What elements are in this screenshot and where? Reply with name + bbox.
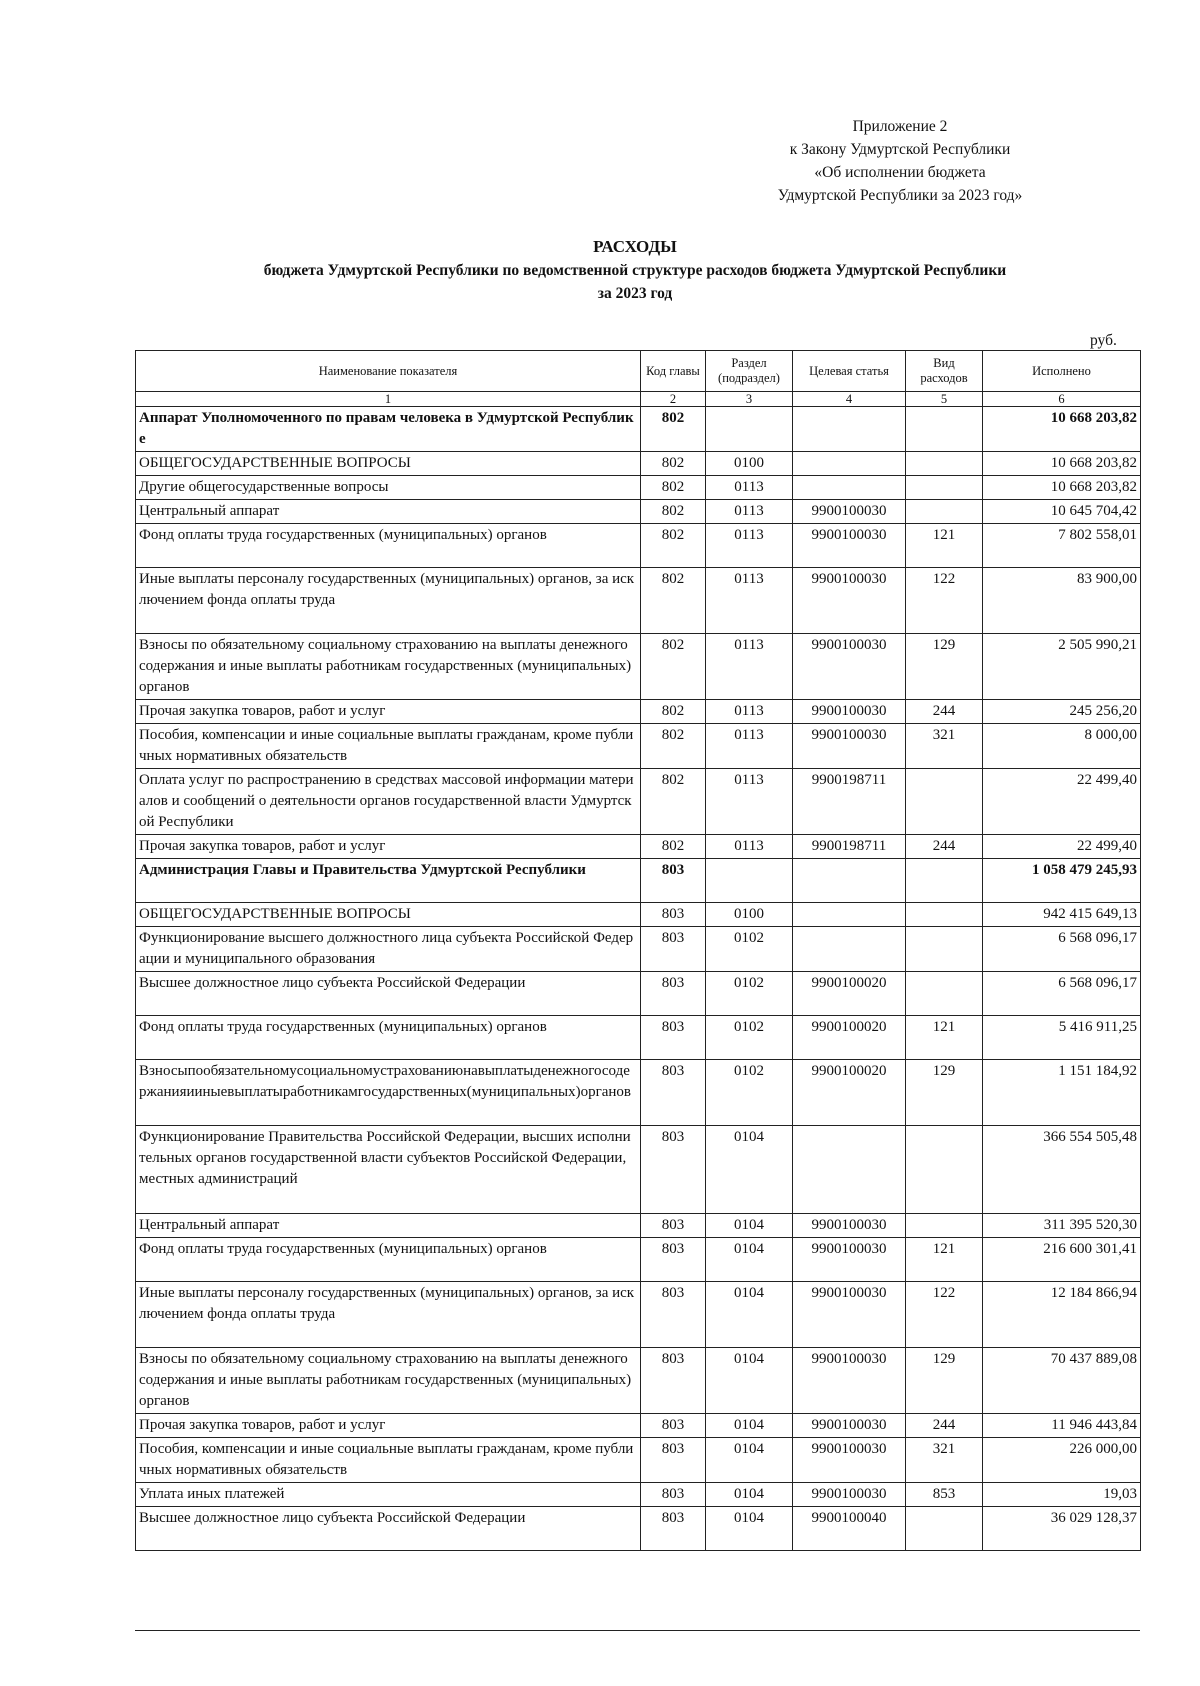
- code-cell: 802: [641, 835, 706, 859]
- table-row: [136, 700, 1141, 724]
- type-cell: [906, 769, 983, 835]
- target-cell: 9900100030: [793, 524, 906, 568]
- section-cell: 0104: [706, 1507, 793, 1551]
- type-cell: 244: [906, 700, 983, 724]
- section-cell: 0104: [706, 1483, 793, 1507]
- code-cell: 803: [641, 1238, 706, 1282]
- amount-cell: 1 058 479 245,93: [983, 859, 1141, 903]
- table-row: [136, 476, 1141, 500]
- type-cell: 129: [906, 634, 983, 700]
- target-cell: [793, 903, 906, 927]
- name-cell: Фонд оплаты труда государственных (муниципальных) органов: [136, 524, 641, 568]
- name-cell: Другие общегосударственные вопросы: [136, 476, 641, 500]
- amount-cell: 1 151 184,92: [983, 1060, 1141, 1126]
- name-cell: Фонд оплаты труда государственных (муниципальных) органов: [136, 1016, 641, 1060]
- code-cell: 803: [641, 1483, 706, 1507]
- name-cell: Пособия, компенсации и иные социальные выплаты гражданам, кроме публичных нормативных обязательств: [136, 724, 641, 769]
- table-row: [136, 972, 1141, 1016]
- amount-cell: 2 505 990,21: [983, 634, 1141, 700]
- section-cell: 0104: [706, 1214, 793, 1238]
- section-cell: 0113: [706, 476, 793, 500]
- amount-cell: 10 668 203,82: [983, 452, 1141, 476]
- type-cell: [906, 476, 983, 500]
- amount-cell: 942 415 649,13: [983, 903, 1141, 927]
- section-cell: 0102: [706, 972, 793, 1016]
- code-cell: 803: [641, 1214, 706, 1238]
- amount-cell: 12 184 866,94: [983, 1282, 1141, 1348]
- name-cell: Высшее должностное лицо субъекта Российской Федерации: [136, 972, 641, 1016]
- table-row: [136, 835, 1141, 859]
- header-cell: Наименование показателя: [136, 351, 641, 392]
- table-row: [136, 634, 1141, 700]
- amount-cell: 10 668 203,82: [983, 407, 1141, 452]
- table-row: [136, 1016, 1141, 1060]
- name-cell: Иные выплаты персоналу государственных (муниципальных) органов, за исключением фонда оплаты труда: [136, 1282, 641, 1348]
- target-cell: 9900198711: [793, 835, 906, 859]
- section-cell: 0104: [706, 1414, 793, 1438]
- type-cell: [906, 1214, 983, 1238]
- amount-cell: 226 000,00: [983, 1438, 1141, 1483]
- code-cell: 803: [641, 1507, 706, 1551]
- section-cell: 0100: [706, 452, 793, 476]
- amount-cell: 311 395 520,30: [983, 1214, 1141, 1238]
- appendix-block: [700, 115, 1100, 207]
- table-row: [136, 769, 1141, 835]
- table-row: [136, 1214, 1141, 1238]
- table-row: [136, 1414, 1141, 1438]
- target-cell: 9900100030: [793, 724, 906, 769]
- column-number-row: [136, 392, 1141, 407]
- table-row: [136, 927, 1141, 972]
- target-cell: [793, 407, 906, 452]
- amount-cell: 10 645 704,42: [983, 500, 1141, 524]
- appendix-line: Удмуртской Республики за 2023 год»: [777, 187, 1023, 204]
- name-cell: ОБЩЕГОСУДАРСТВЕННЫЕ ВОПРОСЫ: [136, 903, 641, 927]
- amount-cell: 366 554 505,48: [983, 1126, 1141, 1214]
- type-cell: [906, 407, 983, 452]
- table-row: [136, 407, 1141, 452]
- name-cell: Функционирование Правительства Российской Федерации, высших исполнительных органов государственной власти субъектов Российской Федерации, местных администраций: [136, 1126, 641, 1214]
- appendix-line: «Об исполнении бюджета: [814, 164, 986, 181]
- code-cell: 803: [641, 1348, 706, 1414]
- section-cell: 0113: [706, 524, 793, 568]
- section-cell: 0113: [706, 634, 793, 700]
- section-cell: 0104: [706, 1126, 793, 1214]
- section-cell: 0113: [706, 835, 793, 859]
- amount-cell: 7 802 558,01: [983, 524, 1141, 568]
- code-cell: 802: [641, 724, 706, 769]
- code-cell: 803: [641, 859, 706, 903]
- type-cell: 121: [906, 1238, 983, 1282]
- amount-cell: 36 029 128,37: [983, 1507, 1141, 1551]
- amount-cell: 5 416 911,25: [983, 1016, 1141, 1060]
- code-cell: 803: [641, 1414, 706, 1438]
- column-number: 3: [706, 392, 793, 407]
- title-year: за 2023 год: [597, 285, 673, 302]
- target-cell: [793, 1126, 906, 1214]
- header-cell: Целевая статья: [793, 351, 906, 392]
- name-cell: Уплата иных платежей: [136, 1483, 641, 1507]
- header-row: [136, 351, 1141, 392]
- name-cell: Взносыпообязательномусоциальномустрахованиюнавыплатыденежногосодержанияииныевыплатыработникамгосударственных(муниципальных)органов: [136, 1060, 641, 1126]
- target-cell: 9900100030: [793, 1483, 906, 1507]
- table-row: [136, 1060, 1141, 1126]
- code-cell: 802: [641, 407, 706, 452]
- target-cell: 9900100020: [793, 1016, 906, 1060]
- type-cell: [906, 500, 983, 524]
- target-cell: [793, 476, 906, 500]
- type-cell: [906, 972, 983, 1016]
- type-cell: [906, 903, 983, 927]
- section-cell: 0100: [706, 903, 793, 927]
- code-cell: 803: [641, 972, 706, 1016]
- table-row: [136, 568, 1141, 634]
- type-cell: [906, 1507, 983, 1551]
- code-cell: 802: [641, 524, 706, 568]
- type-cell: 121: [906, 524, 983, 568]
- type-cell: 853: [906, 1483, 983, 1507]
- section-cell: 0102: [706, 927, 793, 972]
- target-cell: 9900100040: [793, 1507, 906, 1551]
- column-number: 1: [136, 392, 641, 407]
- section-cell: [706, 407, 793, 452]
- type-cell: 121: [906, 1016, 983, 1060]
- name-cell: Прочая закупка товаров, работ и услуг: [136, 835, 641, 859]
- name-cell: Взносы по обязательному социальному страхованию на выплаты денежного содержания и иные выплаты работникам государственных (муниципальных) органов: [136, 634, 641, 700]
- amount-cell: 22 499,40: [983, 769, 1141, 835]
- currency-unit: руб.: [1090, 332, 1117, 349]
- amount-cell: 6 568 096,17: [983, 972, 1141, 1016]
- section-cell: 0113: [706, 700, 793, 724]
- target-cell: 9900198711: [793, 769, 906, 835]
- code-cell: 803: [641, 1016, 706, 1060]
- column-number: 5: [906, 392, 983, 407]
- target-cell: 9900100030: [793, 700, 906, 724]
- target-cell: [793, 859, 906, 903]
- target-cell: 9900100030: [793, 1214, 906, 1238]
- table-row: [136, 1238, 1141, 1282]
- title-main: РАСХОДЫ: [593, 237, 677, 256]
- table-row: [136, 452, 1141, 476]
- code-cell: 802: [641, 634, 706, 700]
- name-cell: Аппарат Уполномоченного по правам человека в Удмуртской Республике: [136, 407, 641, 452]
- code-cell: 802: [641, 568, 706, 634]
- amount-cell: 83 900,00: [983, 568, 1141, 634]
- amount-cell: 70 437 889,08: [983, 1348, 1141, 1414]
- code-cell: 802: [641, 476, 706, 500]
- table-row: [136, 1348, 1141, 1414]
- type-cell: 122: [906, 568, 983, 634]
- section-cell: 0113: [706, 568, 793, 634]
- table-row: [136, 903, 1141, 927]
- section-cell: 0113: [706, 724, 793, 769]
- table-row: [136, 724, 1141, 769]
- name-cell: Пособия, компенсации и иные социальные выплаты гражданам, кроме публичных нормативных обязательств: [136, 1438, 641, 1483]
- code-cell: 803: [641, 1282, 706, 1348]
- amount-cell: 10 668 203,82: [983, 476, 1141, 500]
- table-row: [136, 859, 1141, 903]
- target-cell: 9900100020: [793, 972, 906, 1016]
- target-cell: 9900100030: [793, 1282, 906, 1348]
- type-cell: 244: [906, 835, 983, 859]
- section-cell: 0104: [706, 1238, 793, 1282]
- appendix-line: Приложение 2: [852, 118, 948, 135]
- type-cell: [906, 927, 983, 972]
- type-cell: 129: [906, 1348, 983, 1414]
- target-cell: 9900100030: [793, 1438, 906, 1483]
- amount-cell: 22 499,40: [983, 835, 1141, 859]
- section-cell: 0104: [706, 1282, 793, 1348]
- document-title: [120, 235, 1150, 305]
- name-cell: Взносы по обязательному социальному страхованию на выплаты денежного содержания и иные выплаты работникам государственных (муниципальных) органов: [136, 1348, 641, 1414]
- code-cell: 803: [641, 1438, 706, 1483]
- target-cell: 9900100030: [793, 568, 906, 634]
- code-cell: 803: [641, 903, 706, 927]
- name-cell: Администрация Главы и Правительства Удмуртской Республики: [136, 859, 641, 903]
- amount-cell: 6 568 096,17: [983, 927, 1141, 972]
- target-cell: 9900100030: [793, 634, 906, 700]
- type-cell: [906, 1126, 983, 1214]
- table-row: [136, 1483, 1141, 1507]
- table-row: [136, 524, 1141, 568]
- code-cell: 802: [641, 700, 706, 724]
- type-cell: 122: [906, 1282, 983, 1348]
- amount-cell: 19,03: [983, 1483, 1141, 1507]
- header-cell: Исполнено: [983, 351, 1141, 392]
- amount-cell: 245 256,20: [983, 700, 1141, 724]
- header-cell: Раздел (подраздел): [706, 351, 793, 392]
- target-cell: [793, 452, 906, 476]
- header-cell: Вид расходов: [906, 351, 983, 392]
- table-row: [136, 1126, 1141, 1214]
- name-cell: Высшее должностное лицо субъекта Российской Федерации: [136, 1507, 641, 1551]
- target-cell: 9900100020: [793, 1060, 906, 1126]
- name-cell: Иные выплаты персоналу государственных (муниципальных) органов, за исключением фонда оплаты труда: [136, 568, 641, 634]
- target-cell: 9900100030: [793, 500, 906, 524]
- code-cell: 803: [641, 927, 706, 972]
- type-cell: [906, 452, 983, 476]
- type-cell: 321: [906, 1438, 983, 1483]
- type-cell: 129: [906, 1060, 983, 1126]
- section-cell: 0104: [706, 1348, 793, 1414]
- amount-cell: 8 000,00: [983, 724, 1141, 769]
- table-row: [136, 1507, 1141, 1551]
- name-cell: Центральный аппарат: [136, 1214, 641, 1238]
- type-cell: 244: [906, 1414, 983, 1438]
- table-row: [136, 500, 1141, 524]
- type-cell: [906, 859, 983, 903]
- code-cell: 803: [641, 1060, 706, 1126]
- section-cell: 0102: [706, 1060, 793, 1126]
- amount-cell: 216 600 301,41: [983, 1238, 1141, 1282]
- section-cell: 0113: [706, 500, 793, 524]
- target-cell: 9900100030: [793, 1238, 906, 1282]
- section-cell: 0113: [706, 769, 793, 835]
- expenses-table: [135, 350, 1141, 1551]
- table-row: [136, 1438, 1141, 1483]
- column-number: 6: [983, 392, 1141, 407]
- section-cell: 0102: [706, 1016, 793, 1060]
- target-cell: 9900100030: [793, 1348, 906, 1414]
- table-bottom-border: [135, 1630, 1140, 1631]
- type-cell: 321: [906, 724, 983, 769]
- column-number: 4: [793, 392, 906, 407]
- code-cell: 802: [641, 452, 706, 476]
- name-cell: Прочая закупка товаров, работ и услуг: [136, 1414, 641, 1438]
- name-cell: Функционирование высшего должностного лица субъекта Российской Федерации и муниципального образования: [136, 927, 641, 972]
- column-number: 2: [641, 392, 706, 407]
- appendix-line: к Закону Удмуртской Республики: [789, 141, 1011, 158]
- section-cell: [706, 859, 793, 903]
- title-subtitle: бюджета Удмуртской Республики по ведомственной структуре расходов бюджета Удмуртской Республики: [263, 262, 1007, 279]
- target-cell: [793, 927, 906, 972]
- header-cell: Код главы: [641, 351, 706, 392]
- code-cell: 803: [641, 1126, 706, 1214]
- amount-cell: 11 946 443,84: [983, 1414, 1141, 1438]
- name-cell: Прочая закупка товаров, работ и услуг: [136, 700, 641, 724]
- target-cell: 9900100030: [793, 1414, 906, 1438]
- code-cell: 802: [641, 769, 706, 835]
- name-cell: Центральный аппарат: [136, 500, 641, 524]
- name-cell: Оплата услуг по распространению в средствах массовой информации материалов и сообщений о деятельности органов государственной власти Удмуртской Республики: [136, 769, 641, 835]
- name-cell: Фонд оплаты труда государственных (муниципальных) органов: [136, 1238, 641, 1282]
- table-row: [136, 1282, 1141, 1348]
- code-cell: 802: [641, 500, 706, 524]
- name-cell: ОБЩЕГОСУДАРСТВЕННЫЕ ВОПРОСЫ: [136, 452, 641, 476]
- section-cell: 0104: [706, 1438, 793, 1483]
